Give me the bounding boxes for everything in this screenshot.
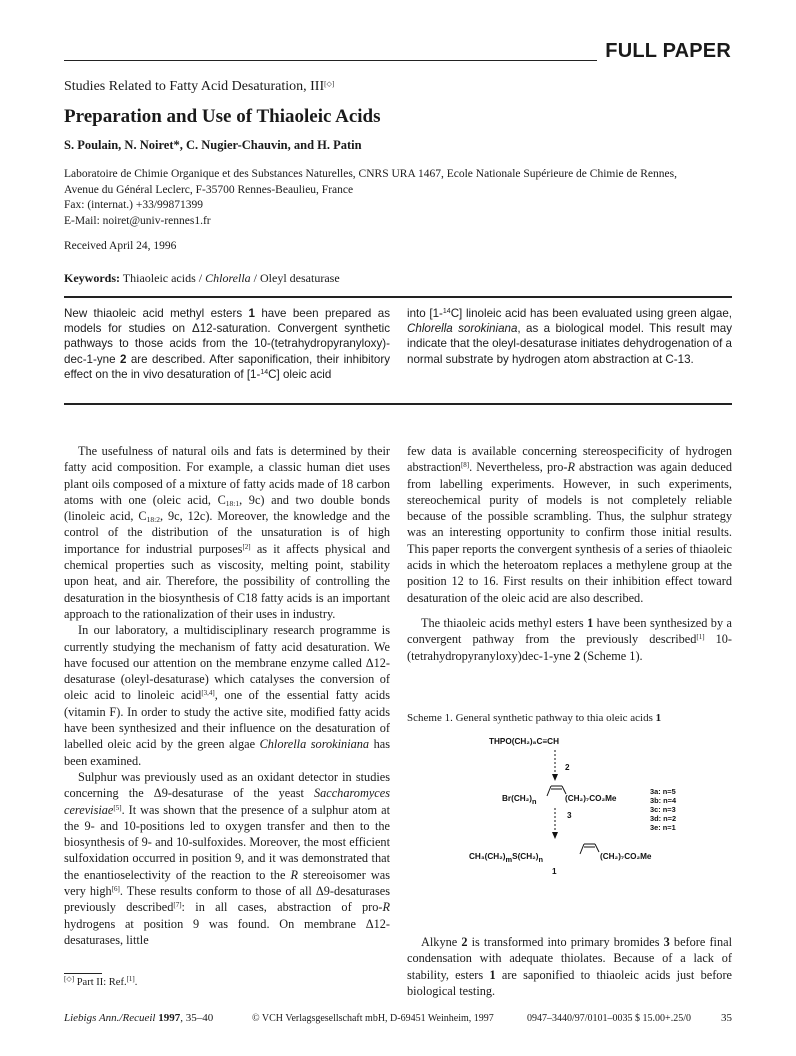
footer-citation: Liebigs Ann./Recueil 1997, 35–40 [64,1012,214,1024]
abstract-left: New thiaoleic acid methyl esters 1 have been prepared as models for studies on Δ12-saturation. Convergent synthetic pathways to those acids from the 10-(tetrahydropyranyloxy)-dec-1-yne 2 are described. After saponification, their inhibitory effect on the in vivo desaturation of [1-$^{14}$C] oleic acid [64,307,390,381]
keywords: Keywords: Thiaoleic acids / Chlorella / Oleyl desaturase [64,271,340,285]
product-right: (CH₂)₇CO₂Me [600,852,652,861]
variant-3d: 3d: n=2 [650,814,677,823]
body-right-column-top: few data is available concerning stereospecificity of hydrogen abstraction[8]. Nevertheless, pro-R abstraction was again deduced from labelling experiments. However, in such experiments, stereochemical purity of models is not completely reliable because of the possible scrambling. Thus, the sulphur strategy was an interesting opportunity to confirm those initial results. This paper reports the convergent synthesis of a series of thiaoleic acids in which the heteroatom replaces a methylene group at the position 12 to 16. First results on their inhibition effect toward desaturation of the oleic acid are also described. The thiaoleic acids methyl esters 1 have been synthesized by a convergent pathway from the previously described[1] 10-(tetrahydropyranyloxy)dec-1-yne 2 (Scheme 1). [407,444,733,663]
series-title-text: Studies Related to Fatty Acid Desaturation, III [64,79,325,94]
keyword-1: Thiaoleic acids [122,271,196,285]
affiliation-email: E-Mail: noiret@univ-rennes1.fr [64,214,211,227]
footer-publisher: © VCH Verlagsgesellschaft mbH, D-69451 Weinheim, 1997 [252,1013,494,1024]
series-mark: ◇ [326,80,332,88]
step-2-label: 3 [567,811,572,820]
section-label: FULL PAPER [605,40,731,62]
footnote: [◇] Part II: Ref.[1]. [64,975,138,988]
synthetic-scheme [407,728,732,878]
body-left-column: The usefulness of natural oils and fats is determined by their fatty acid composition. For example, a classic human diet uses plant oils composed of a mixture of fatty acids made of 18 carbon atoms with one (oleic acid, $C_{18:1}$, 9c) and two double bonds (linoleic acid, $C_{18:2}$, 9c, 12c). Moreover, the knowledge and the control of the distribution of the unsaturation is of high importance for industrial purposes[2] as it affects physical and chemical properties such as viscosity, melting point, stability upon heat, and air. Therefore, the possibility of controlling the desaturation in the biosynthesis of C18 fatty acids is an important approach to the rationalization of their uses in industry. In our laboratory, a multidisciplinary research programme is currently studying the mechanism of fatty acid desaturation. We have focused our attention on the membrane enzyme called Δ12-desaturase (oleyl-desaturase) which catalyses the conversion of oleic acid to linoleic acid[3,4], one of the essential fatty acids (vitamin F). In order to study the active site, modified fatty acids have been synthesized and their influence on the desaturation of labelled oleic acid by the green algae Chlorella sorokiniana has been examined. Sulphur was previously used as an oxidant detector in studies concerning the Δ9-desaturase of the yeast Saccharomyces cerevisiae[5]. It was shown that the presence of a sulphur atom at the 9- and 10-positions led to oxygen transfer and then to the biosynthesis of 9- and 10-sulfoxides. Moreover, the most efficient sulfoxidation occurred in position 9, and it was demonstrated that the enantioselectivity of the reaction to the R stereoisomer was very high[6]. These results conform to those of all Δ9-desaturases previously described[7]: in all cases, abstraction of pro-R hydrogens at position 9 was found. On membrane Δ12-desaturases, little [64,444,390,947]
footer [64,1012,732,1024]
variant-3e: 3e: n=1 [650,823,676,832]
affiliation-fax: Fax: (internat.) +33/99871399 [64,199,204,211]
keyword-2: Chlorella [205,271,251,285]
bromide-left: Br(CH₂)n [502,794,537,806]
product-left: CH₃(CH₂)mS(CH₂)n [469,852,544,864]
footer-code: 0947–3440/97/0101–0035 $ 15.00+.25/0 [527,1013,691,1024]
affiliation-line2: Avenue du Général Leclerc, F-35700 Rennes-Beaulieu, France [64,183,354,196]
step-1-label: 2 [565,763,570,772]
keywords-label: Keywords: [64,271,120,285]
page-title: Preparation and Use of Thiaoleic Acids [64,106,381,127]
body-right-column-bottom: Alkyne 2 is transformed into primary bromides 3 before final condensation with adequate thiolates. Because of a lack of stability, esters 1 are saponified to thiaoleic acids just before biological testing. [407,935,733,998]
authors: S. Poulain, N. Noiret*, C. Nugier-Chauvin, and H. Patin [64,138,362,152]
variant-3c: 3c: n=3 [650,805,676,814]
series-title: Studies Related to Fatty Acid Desaturation, III[◇] [64,79,335,94]
variant-3a: 3a: n=5 [650,787,676,796]
received-date: Received April 24, 1996 [64,240,177,252]
affiliation-line1: Laboratoire de Chimie Organique et des Substances Naturelles, CNRS URA 1467, Ecole Nationale Supérieure de Chimie de Rennes, [64,168,677,180]
product-number: 1 [552,867,557,876]
start-material: THPO(CH₂)₈C≡CH [489,737,560,746]
abstract-right: into [1-$^{14}$C] linoleic acid has been evaluated using green algae, Chlorella sorokiniana, as a biological model. This result may indicate that the oleyl-desaturase initiates dehydrogenation of a normal substrate by hydrogen atom abstraction at C-13. [407,307,732,366]
affiliation [64,167,677,229]
scheme-caption: Scheme 1. General synthetic pathway to thia oleic acids 1 [407,712,662,724]
ester-right: (CH₂)₇CO₂Me [565,794,617,803]
keyword-3: Oleyl desaturase [260,271,340,285]
page-number: 35 [721,1012,732,1024]
variant-3b: 3b: n=4 [650,796,677,805]
